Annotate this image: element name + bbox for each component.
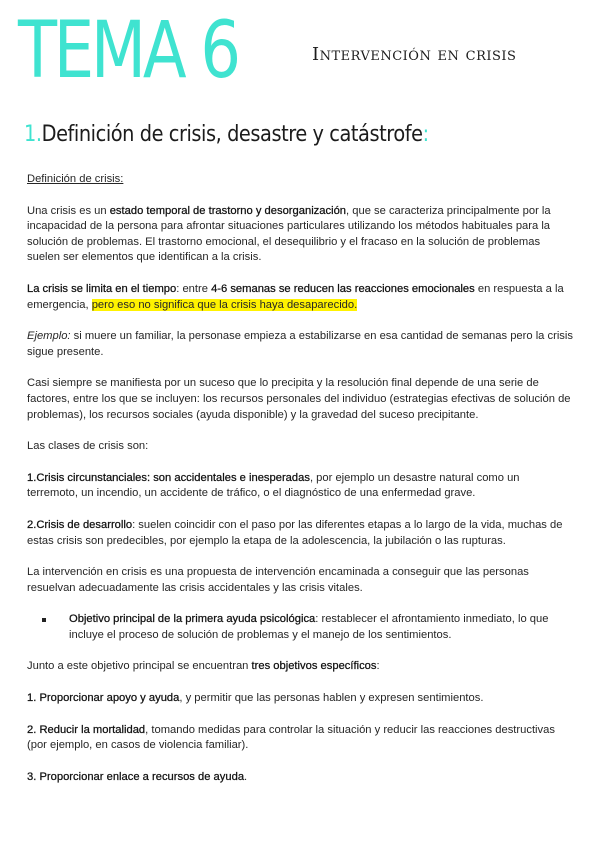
paragraph-time-limit bbox=[27, 282, 573, 313]
bold-run: Objetivo principal de la primera ayuda psicológica bbox=[69, 613, 316, 626]
bullet-list bbox=[27, 612, 573, 643]
bold-run: 2.Crisis de desarrollo bbox=[27, 518, 133, 531]
text-run: en respuesta a la emergencia, bbox=[27, 282, 564, 311]
bold-run: estado temporal de trastorno y desorganización bbox=[109, 204, 347, 217]
paragraph-intervention: La intervención en crisis es una propuesta de intervención encaminada a conseguir que las personas resuelvan adecuadamente las crisis accidentales y las crisis vitales. bbox=[27, 566, 529, 594]
paragraph-specific-objectives bbox=[27, 659, 573, 675]
document-body bbox=[27, 172, 573, 801]
paragraph-circumstantial bbox=[27, 471, 573, 502]
paragraph-factors: Casi siempre se manifiesta por un suceso que lo precipita y la resolución final depende de una serie de factores, entre los que se incluyen: los recursos personales del individuo (estrategias efectivas de solución de problemas), los recursos sociales (ayuda disponible) y la gravedad del suceso precipitante. bbox=[27, 377, 571, 421]
text-run: , que se caracteriza principalmente por la incapacidad de la persona para afrontar situaciones particulares utilizando los métodos habituales para la solución de problemas. El trastorno emocional, el desequilibrio y el fracaso en la solución de problemas suelen ser elementos que identifican a la crisis. bbox=[27, 204, 551, 264]
text-run: Una crisis es un bbox=[27, 204, 110, 217]
section-number: 1. bbox=[24, 122, 42, 147]
objective-1 bbox=[27, 691, 573, 707]
paragraph-example bbox=[27, 329, 573, 360]
text-run: : suelen coincidir con el paso por las diferentes etapas a lo largo de la vida, muchas de estas crisis son predecibles, por ejemplo la etapa de la adolescencia, la jubilación o las rupturas. bbox=[27, 518, 563, 547]
text-run: : restablecer el afrontamiento inmediato, lo que incluye el proceso de solución de problemas y el manejo de los sentimientos. bbox=[69, 613, 549, 641]
text-run: . bbox=[244, 770, 248, 783]
section-colon: : bbox=[422, 122, 429, 147]
text-run: si muere un familiar, la personase empieza a estabilizarse en esa cantidad de semanas pero la crisis sigue presente. bbox=[27, 330, 573, 358]
text-run: : bbox=[376, 660, 380, 673]
objective-2 bbox=[27, 723, 573, 754]
bold-run: 2. Reducir la mortalidad bbox=[27, 723, 146, 736]
bold-run: 3. Proporcionar enlace a recursos de ayuda bbox=[27, 770, 245, 783]
paragraph-definition bbox=[27, 204, 573, 266]
bold-run: La crisis se limita en el tiempo bbox=[27, 282, 177, 295]
bold-run: tres objetivos específicos bbox=[251, 660, 377, 673]
bold-run: 1. Proporcionar apoyo y ayuda bbox=[27, 692, 180, 705]
section-title bbox=[24, 122, 429, 147]
side-title: Intervención en crisis bbox=[312, 44, 517, 65]
bold-run: 1.Crisis circunstanciales: son accidentales e inesperadas bbox=[27, 471, 310, 484]
text-run: , por ejemplo un desastre natural como un terremoto, un incendio, un accidente de tráfico, o el diagnóstico de una enfermedad grave. bbox=[27, 471, 520, 500]
paragraph-development bbox=[27, 518, 573, 549]
text-run: , y permitir que las personas hablen y expresen sentimientos. bbox=[179, 692, 484, 705]
bullet-item bbox=[69, 612, 573, 643]
text-run: : entre bbox=[176, 282, 212, 295]
objective-3 bbox=[27, 770, 573, 786]
text-run: Junto a este objetivo principal se encuentran bbox=[27, 660, 252, 673]
italic-run: Ejemplo: bbox=[27, 330, 71, 343]
big-title: TEMA 6 bbox=[18, 6, 238, 96]
highlighted-text: pero eso no significa que la crisis haya desaparecido. bbox=[91, 298, 358, 311]
text-run: , tomando medidas para controlar la situación y reducir las reacciones destructivas (por ejemplo, en casos de violencia familiar). bbox=[27, 723, 555, 752]
subheading: Definición de crisis: bbox=[27, 173, 124, 185]
bold-run: 4-6 semanas se reducen las reacciones emocionales bbox=[211, 282, 475, 295]
paragraph-classes-intro: Las clases de crisis son: bbox=[27, 440, 149, 453]
section-title-text: Definición de crisis, desastre y catástrofe bbox=[41, 122, 423, 147]
